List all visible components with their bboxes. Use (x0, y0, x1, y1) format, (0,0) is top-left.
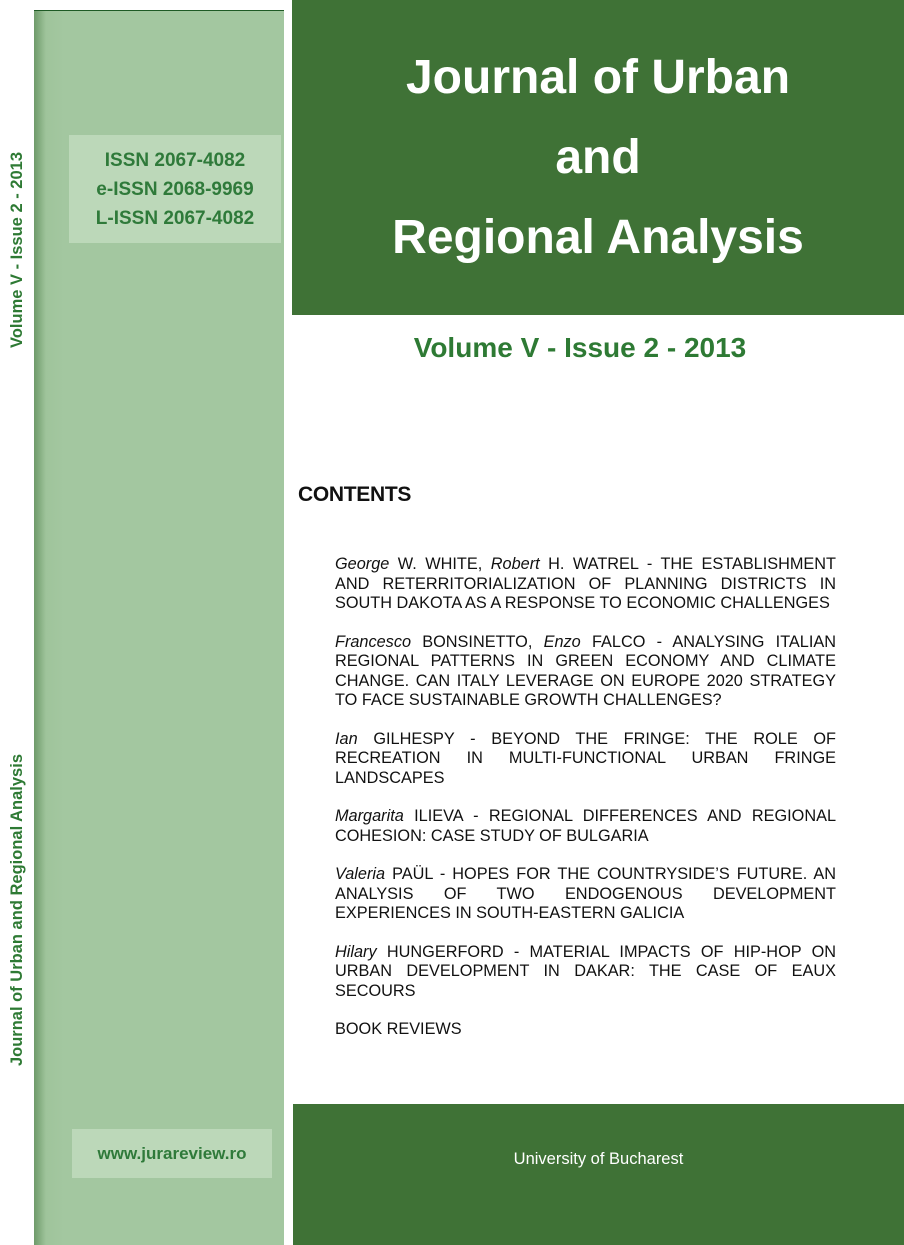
article-title: GILHESPY - BEYOND THE FRINGE: THE ROLE OF RECREATION IN MULTI-FUNCTIONAL URBAN FRINGE LANDSCAPES (335, 729, 836, 787)
title-line-1: Journal of Urban (405, 50, 791, 104)
spine-volume-text: Volume V - Issue 2 - 2013 (7, 152, 26, 348)
issn-print: ISSN 2067-4082 (104, 149, 246, 171)
author-first-name: Enzo (543, 632, 581, 651)
article-title: H. WATREL - THE ESTABLISHMENT AND RETERRITORIALIZATION OF PLANNING DISTRICTS IN SOUTH DAKOTA AS A RESPONSE TO ECONOMIC CHALLENGES (335, 555, 836, 612)
author-first-name: Francesco (335, 632, 412, 651)
book-reviews: BOOK REVIEWS (335, 1020, 462, 1038)
issn-electronic: e-ISSN 2068-9969 (96, 178, 254, 200)
title-line-3: Regional Analysis (392, 210, 804, 264)
contents-heading: CONTENTS (298, 483, 412, 506)
title-block (292, 0, 904, 315)
article-title: ILIEVA - REGIONAL DIFFERENCES AND REGIONAL COHESION: CASE STUDY OF BULGARIA (335, 807, 836, 845)
author-first-name: Ian (335, 729, 358, 748)
footer-bar (293, 1104, 904, 1245)
title-line-2: and (555, 130, 641, 184)
list-item[interactable] (335, 807, 836, 846)
list-item[interactable] (335, 633, 836, 711)
issn-linking: L-ISSN 2067-4082 (95, 207, 255, 229)
list-item[interactable] (335, 1020, 836, 1040)
list-item[interactable] (335, 730, 836, 789)
article-title: FALCO - ANALYSING ITALIAN REGIONAL PATTERNS IN GREEN ECONOMY AND CLIMATE CHANGE. CAN ITALY LEVERAGE ON EUROPE 2020 STRATEGY TO FACE SUSTAINABLE GROWTH CHALLENGES? (335, 632, 836, 709)
publisher-name: University of Bucharest (513, 1150, 684, 1168)
issn-box (69, 135, 281, 243)
author-first-name: George (335, 555, 390, 573)
website-link[interactable]: www.jurareview.ro (97, 1143, 247, 1163)
author-first-name: Robert (490, 555, 540, 573)
author-rest: BONSINETTO, (411, 632, 544, 651)
article-title: PAÜL - HOPES FOR THE COUNTRYSIDE’S FUTURE. AN ANALYSIS OF TWO ENDOGENOUS DEVELOPMENT EXPERIENCES IN SOUTH-EASTERN GALICIA (335, 865, 836, 922)
website-box[interactable] (72, 1129, 272, 1178)
list-item[interactable] (335, 865, 836, 924)
author-first-name: Hilary (335, 942, 377, 961)
author-first-name: Margarita (335, 807, 404, 825)
spine-volume (0, 100, 34, 400)
article-title: HUNGERFORD - MATERIAL IMPACTS OF HIP-HOP ON URBAN DEVELOPMENT IN DAKAR: THE CASE OF EAUX SECOURS (335, 942, 836, 1000)
spine-title (0, 690, 34, 1130)
spine-title-text: Journal of Urban and Regional Analysis (7, 753, 26, 1067)
contents-list (335, 555, 836, 1059)
list-item[interactable] (335, 943, 836, 1002)
list-item[interactable] (335, 555, 836, 614)
volume-issue: Volume V - Issue 2 - 2013 (413, 332, 747, 363)
author-first-name: Valeria (335, 865, 386, 883)
author-rest: W. WHITE, (389, 555, 491, 573)
top-divider (34, 10, 284, 11)
